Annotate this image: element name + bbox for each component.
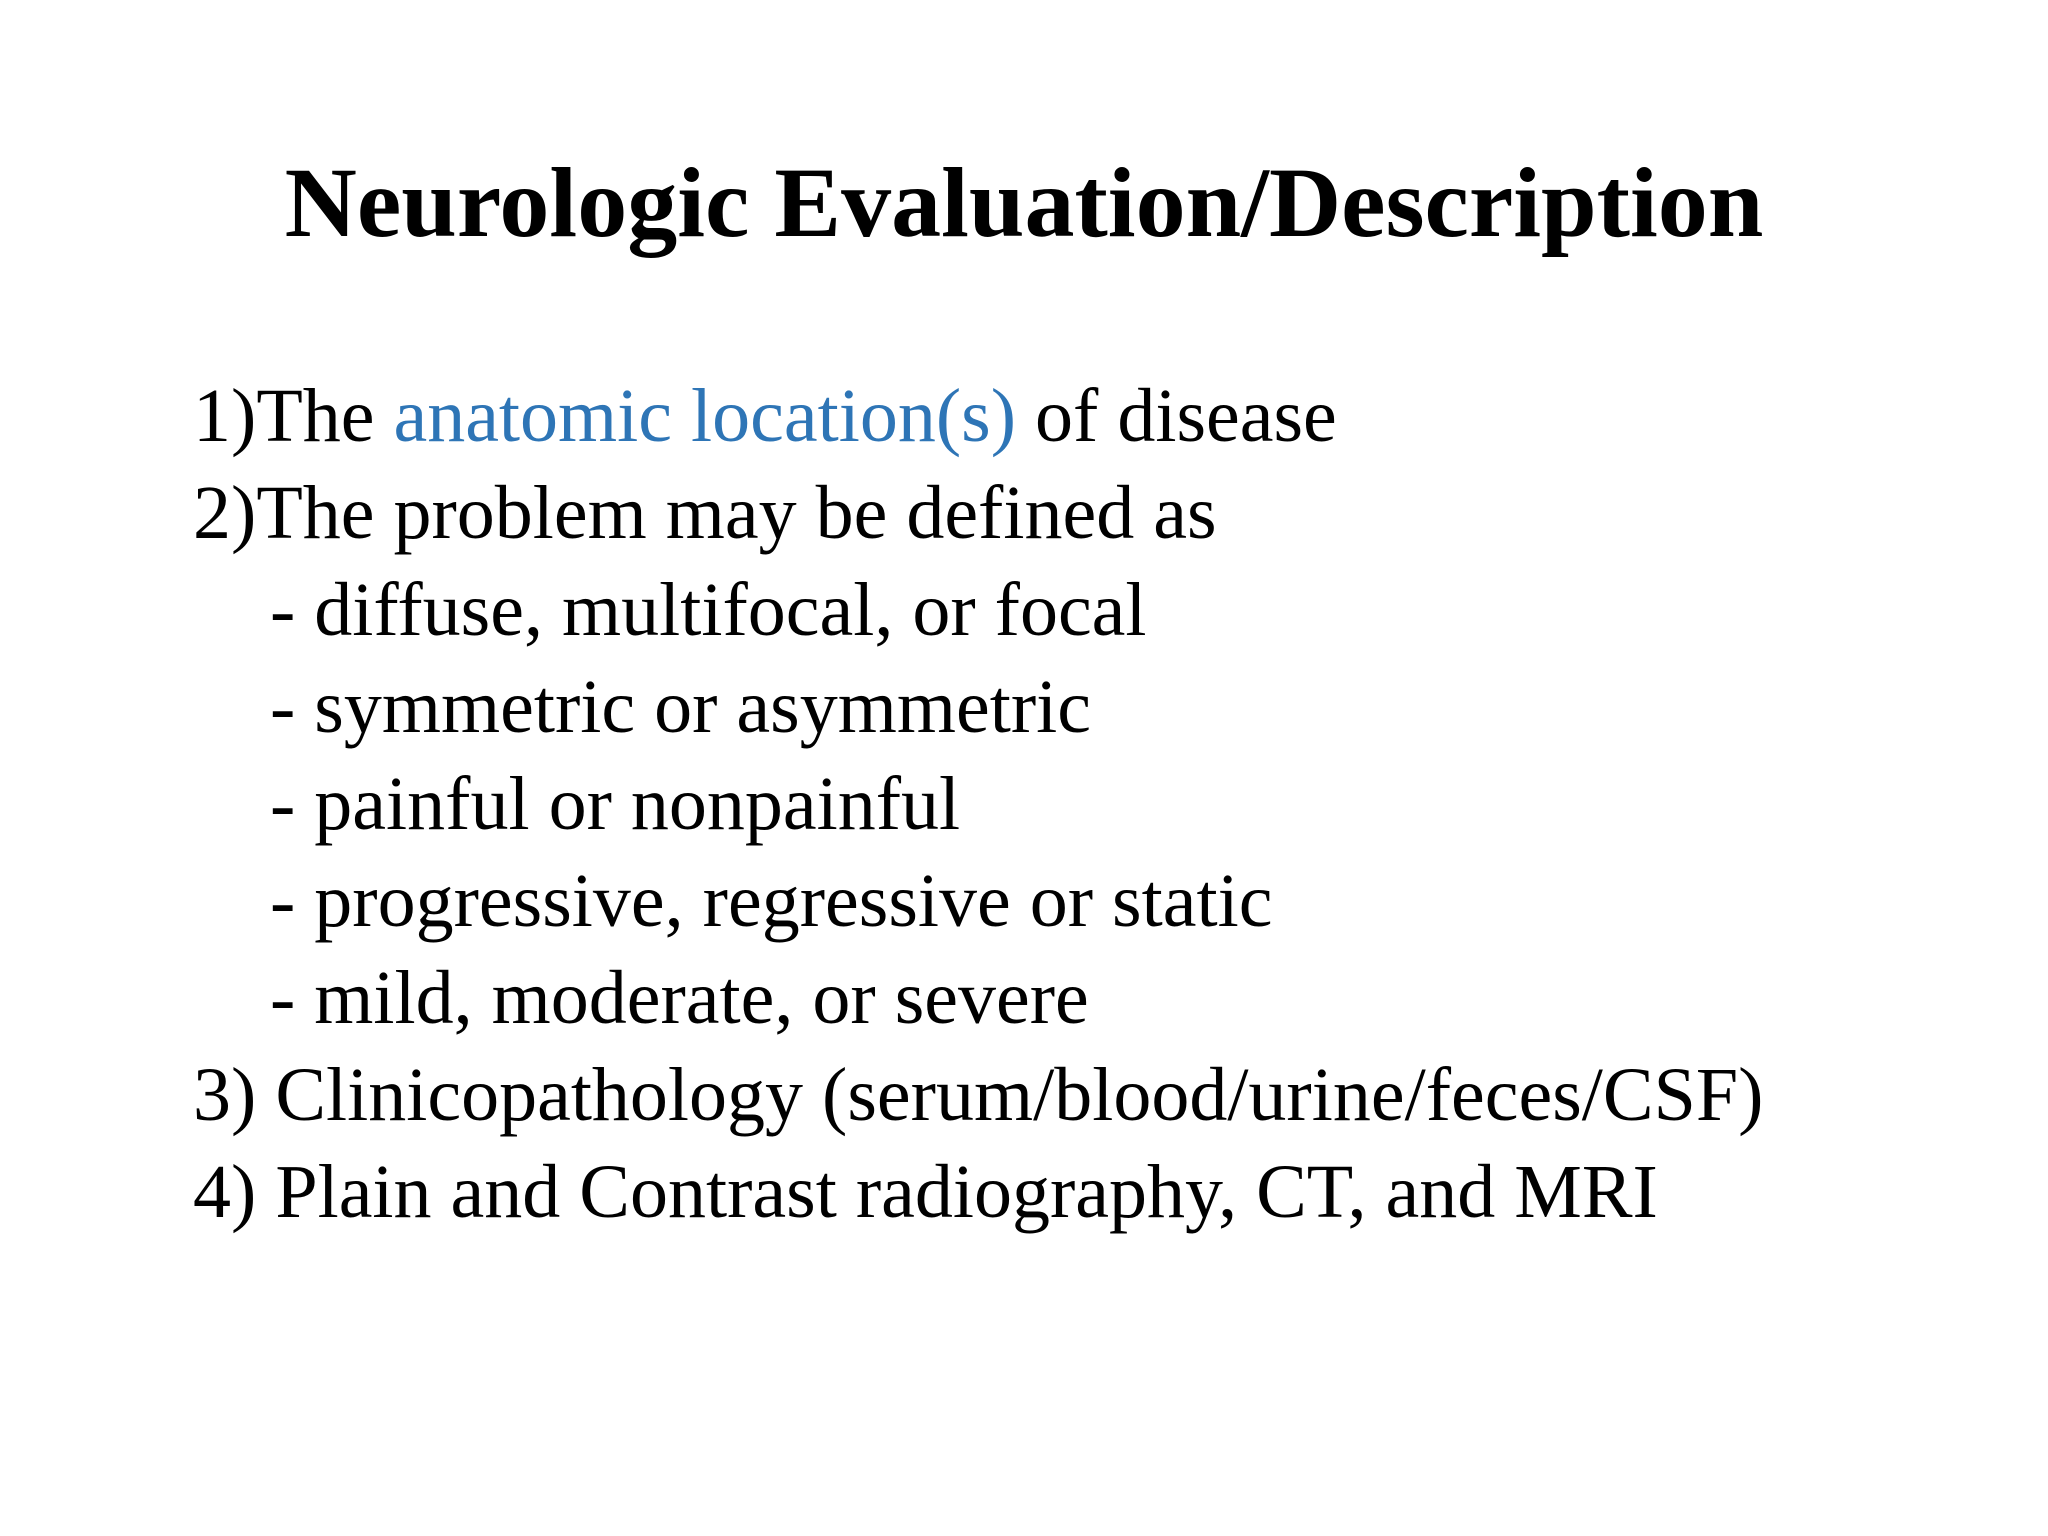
list-item-2-text: The problem may be defined as [256, 471, 1217, 555]
list-item-1-number: 1) [193, 374, 257, 458]
list-item-4 [193, 1144, 2013, 1241]
slide-title: Neurologic Evaluation/Description [284, 147, 1764, 258]
slide-body [193, 368, 2013, 1241]
sub-item-2: - symmetric or asymmetric [270, 665, 1091, 749]
list-item-3-number: 3) [193, 1053, 257, 1137]
list-item-1-highlight: anatomic location(s) [393, 374, 1017, 458]
sub-item-5: - mild, moderate, or severe [270, 956, 1089, 1040]
sub-item-3: - painful or nonpainful [270, 762, 961, 846]
list-item-4-text: Plain and Contrast radiography, CT, and MRI [275, 1150, 1658, 1234]
list-item-3 [193, 1047, 2013, 1144]
sub-item-4: - progressive, regressive or static [270, 859, 1273, 943]
sub-item-1: - diffuse, multifocal, or focal [270, 568, 1147, 652]
list-item-2 [193, 465, 2013, 562]
list-item-2-number: 2) [193, 471, 257, 555]
list-item-1-suffix: of disease [1016, 374, 1337, 458]
list-item-4-number: 4) [193, 1150, 257, 1234]
list-item-1-prefix: The [256, 374, 394, 458]
list-item-3-text: Clinicopathology (serum/blood/urine/feces/CSF) [275, 1053, 1764, 1137]
list-item-1 [193, 368, 2013, 465]
